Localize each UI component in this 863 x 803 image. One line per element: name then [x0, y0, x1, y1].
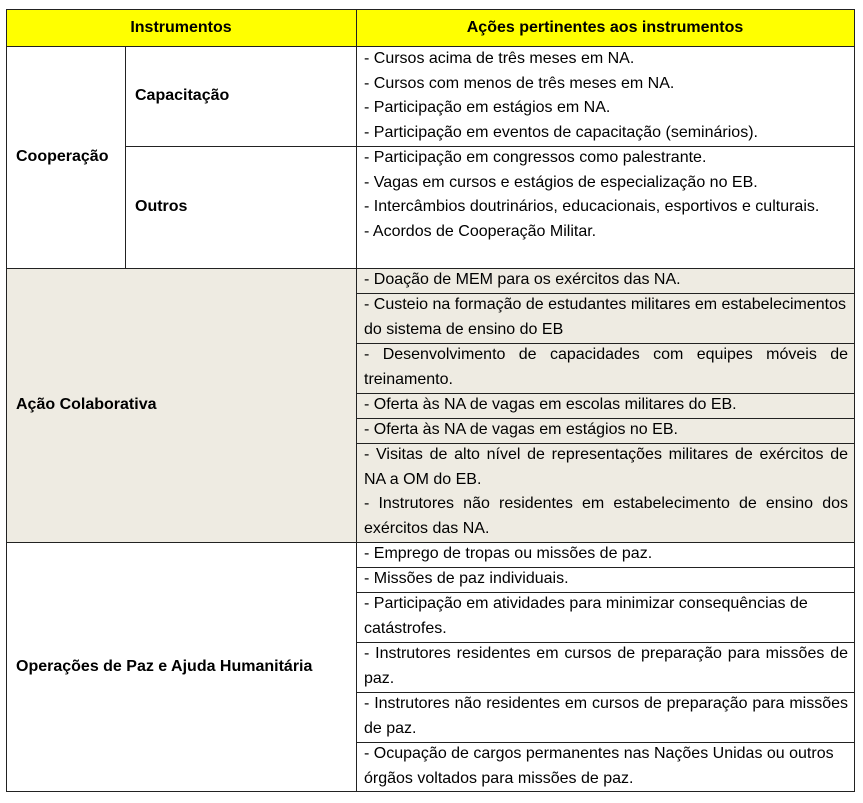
list-item: - Emprego de tropas ou missões de paz. [364, 545, 653, 562]
paz-item-2 [356, 592, 854, 642]
border-row [356, 692, 855, 693]
capacitacao-items [356, 46, 854, 146]
paz-item-1 [356, 567, 854, 592]
border-row [356, 418, 855, 419]
list-item: - Participação em estágios em NA. [364, 99, 611, 117]
border-row [356, 742, 855, 743]
list-item: - Cursos acima de três meses em NA. [364, 50, 635, 67]
list-item: - Oferta às NA de vagas em estágios no EB. [364, 421, 678, 438]
list-item: - Ocupação de cargos permanentes nas Nações Unidas ou outros órgãos voltados para missões de paz. [364, 745, 834, 787]
border-row [6, 542, 855, 543]
paz-item-0 [356, 542, 854, 567]
list-item: - Visitas de alto nível de representações militares de exércitos de NA a OM do EB. [364, 446, 848, 488]
outros-label-text: Outros [135, 198, 188, 215]
border-row [356, 293, 855, 294]
header-instrumentos-text: Instrumentos [130, 18, 232, 36]
border-col [125, 46, 126, 268]
list-item: - Doação de MEM para os exércitos das NA. [364, 271, 681, 288]
acao-item-5-6 [356, 443, 854, 542]
cooperacao-label-text: Cooperação [16, 148, 109, 165]
border-row [356, 343, 855, 344]
instruments-table [6, 9, 854, 791]
header-acoes-text: Ações pertinentes aos instrumentos [466, 18, 744, 36]
outros-label [125, 146, 356, 268]
border-row [356, 567, 855, 568]
acao-item-0 [356, 268, 854, 293]
outros-items [356, 146, 854, 268]
paz-item-5 [356, 742, 854, 791]
list-item: - Intercâmbios doutrinários, educacionais, esportivos e culturais. [364, 198, 820, 216]
operacoes-paz-label [6, 542, 356, 791]
acao-item-2 [356, 343, 854, 393]
list-item: - Participação em atividades para minimizar consequências de catástrofes. [364, 595, 808, 637]
list-item: - Instrutores não residentes em estabelecimento de ensino dos exércitos das NA. [364, 495, 848, 537]
border-row [356, 592, 855, 593]
acao-item-4 [356, 418, 854, 443]
paz-item-4 [356, 692, 854, 742]
list-item: - Instrutores residentes em cursos de preparação para missões de paz. [364, 645, 848, 687]
list-item: - Desenvolvimento de capacidades com equipes móveis de treinamento. [364, 346, 848, 388]
acao-item-3 [356, 393, 854, 418]
border-right [854, 9, 855, 792]
capacitacao-label-text: Capacitação [135, 87, 230, 104]
cooperacao-label [6, 46, 125, 268]
acao-colaborativa-label-text: Ação Colaborativa [16, 396, 157, 413]
list-item: - Participação em eventos de capacitação (seminários). [364, 123, 758, 141]
list-item: - Cursos com menos de três meses em NA. [364, 74, 675, 92]
border-top [6, 9, 855, 10]
border-row [356, 443, 855, 444]
list-item: - Missões de paz individuais. [364, 570, 569, 587]
acao-colaborativa-label [6, 268, 356, 542]
list-item: - Custeio na formação de estudantes militares em estabelecimentos do sistema de ensino do EB [364, 296, 847, 338]
list-item: - Participação em congressos como palestrante. [364, 149, 707, 166]
header-instrumentos [6, 9, 356, 46]
border-row [356, 642, 855, 643]
border-row [6, 268, 855, 269]
acao-item-1 [356, 293, 854, 343]
border-col [356, 9, 357, 792]
border-left [6, 9, 7, 792]
border-row [356, 393, 855, 394]
list-item: - Instrutores não residentes em cursos de preparação para missões de paz. [364, 695, 848, 737]
operacoes-paz-label-text: Operações de Paz e Ajuda Humanitária [16, 657, 313, 675]
border-row [125, 146, 855, 147]
list-item: - Vagas em cursos e estágios de especialização no EB. [364, 173, 758, 191]
paz-item-3 [356, 642, 854, 692]
capacitacao-label [125, 46, 356, 146]
border-bottom [6, 791, 855, 792]
header-acoes [356, 9, 854, 46]
list-item: - Oferta às NA de vagas em escolas militares do EB. [364, 396, 737, 413]
border-header [6, 46, 855, 47]
list-item: - Acordos de Cooperação Militar. [364, 222, 597, 240]
